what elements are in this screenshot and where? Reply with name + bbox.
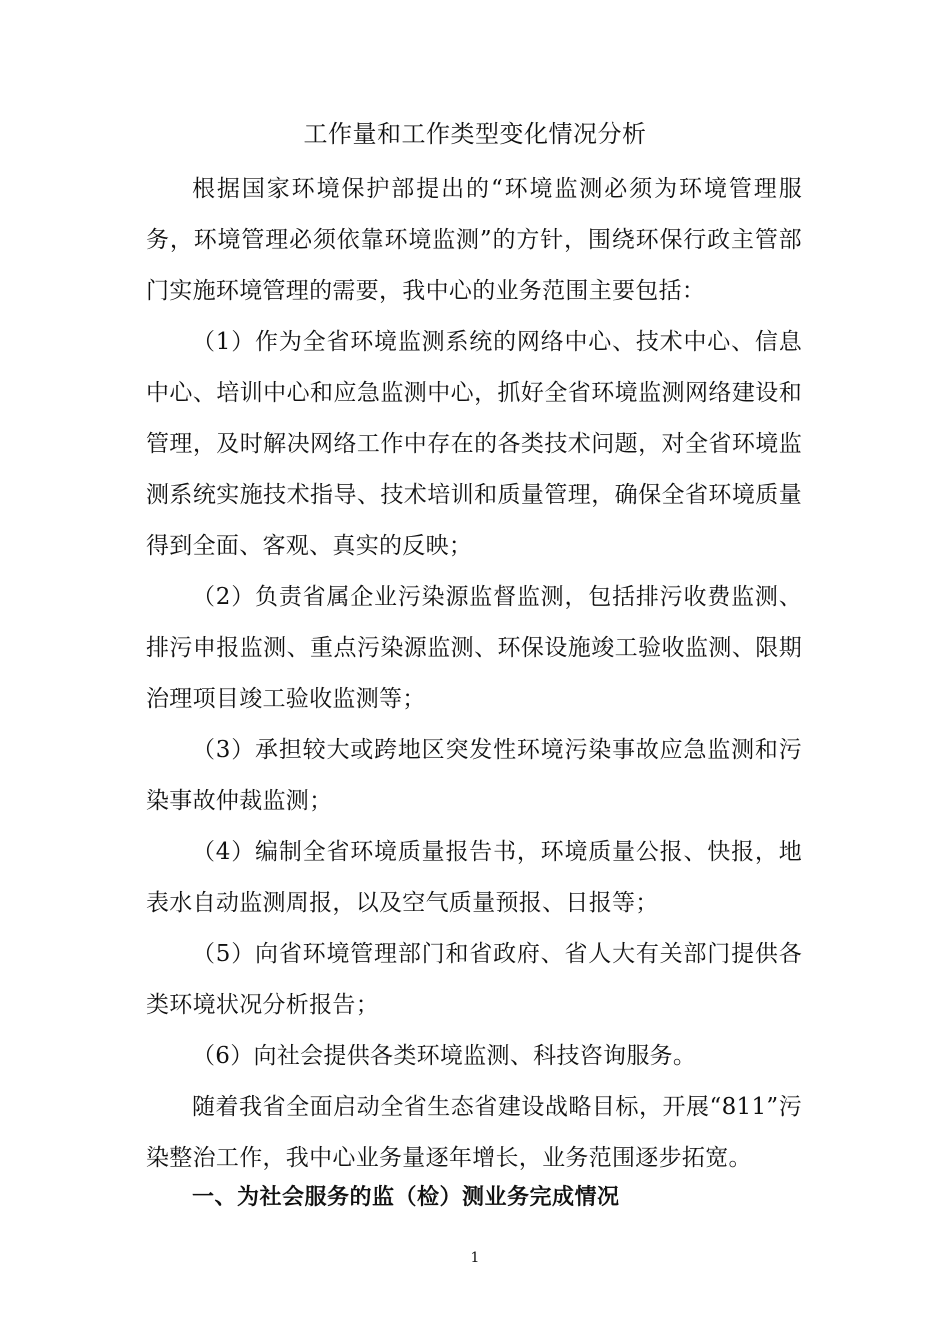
paragraph-item-3: （3）承担较大或跨地区突发性环境污染事故应急监测和污染事故仲裁监测； — [146, 737, 802, 814]
paragraph-conclusion: 随着我省全面启动全省生态省建设战略目标，开展“811”污染整治工作，我中心业务量逐年增长，业务范围逐步拓宽。 — [146, 1094, 802, 1171]
page-number: 1 — [470, 1250, 480, 1266]
paragraph-item-2: （2）负责省属企业污染源监督监测，包括排污收费监测、排污申报监测、重点污染源监测、环保设施竣工验收监测、限期治理项目竣工验收监测等； — [146, 584, 802, 712]
paragraph-item-6: （6）向社会提供各类环境监测、科技咨询服务。 — [192, 1043, 697, 1069]
paragraph-item-4: （4）编制全省环境质量报告书，环境质量公报、快报，地表水自动监测周报，以及空气质量预报、日报等； — [146, 839, 802, 916]
paragraph-item-5: （5）向省环境管理部门和省政府、省人大有关部门提供各类环境状况分析报告； — [146, 941, 802, 1018]
document-body — [146, 164, 802, 1184]
paragraph-intro: 根据国家环境保护部提出的“环境监测必须为环境管理服务，环境管理必须依靠环境监测”的方针，围绕环保行政主管部门实施环境管理的需要，我中心的业务范围主要包括： — [146, 176, 802, 304]
paragraph-item-1: （1）作为全省环境监测系统的网络中心、技术中心、信息中心、培训中心和应急监测中心，抓好全省环境监测网络建设和管理，及时解决网络工作中存在的各类技术问题，对全省环境监测系统实施技术指导、技术培训和质量管理，确保全省环境质量得到全面、客观、真实的反映； — [146, 329, 802, 559]
section-heading: 一、为社会服务的监（检）测业务完成情况 — [192, 1185, 620, 1210]
document-title: 工作量和工作类型变化情况分析 — [303, 120, 647, 148]
